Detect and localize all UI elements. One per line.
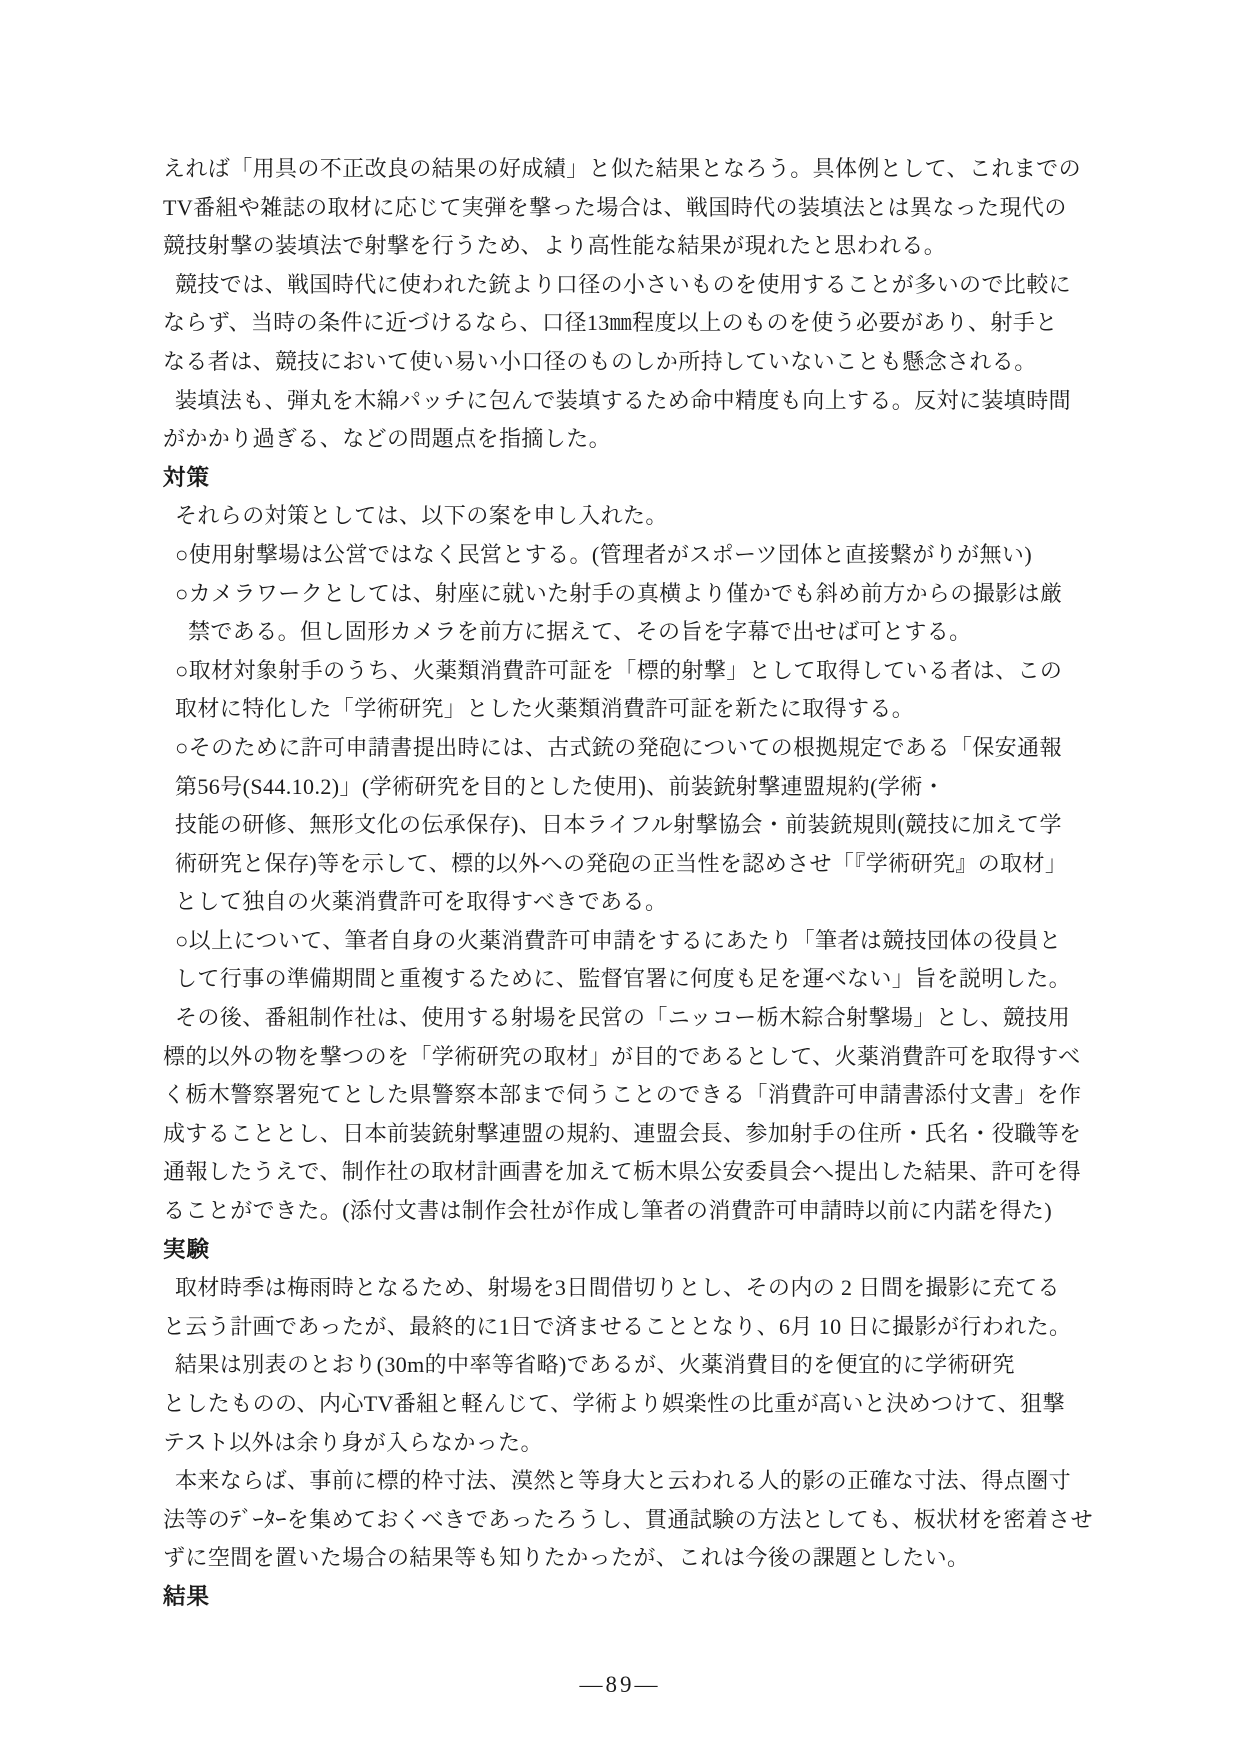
text-line: 対策 bbox=[163, 464, 211, 490]
text-line: 術研究と保存)等を示して、標的以外への発砲の正当性を認めさせ「『学術研究』の取材」 bbox=[175, 850, 1068, 876]
text-line: 本来ならば、事前に標的枠寸法、漠然と等身大と云われる人的影の正確な寸法、得点圏寸 bbox=[175, 1468, 1072, 1494]
document-body bbox=[163, 150, 1103, 1617]
text-line: 技能の研修、無形文化の伝承保存)、日本ライフル射撃協会・前装銃規則(競技に加えて学 bbox=[175, 812, 1062, 838]
text-line: 禁である。但し固形カメラを前方に据えて、その旨を字幕で出せば可とする。 bbox=[188, 619, 972, 645]
text-line: 取材に特化した「学術研究」とした火薬類消費許可証を新たに取得する。 bbox=[175, 696, 915, 722]
text-line: 結果は別表のとおり(30m的中率等省略)であるが、火薬消費目的を便宜的に学術研究 bbox=[175, 1352, 1015, 1378]
text-line: ○そのために許可申請書提出時には、古式銃の発砲についての根拠規定である「保安通報 bbox=[175, 734, 1062, 760]
text-line: 実験 bbox=[163, 1236, 211, 1262]
text-line: ることができた。(添付文書は制作会社が作成し筆者の消費許可申請時以前に内諾を得た) bbox=[163, 1198, 1053, 1224]
text-line: 結果 bbox=[163, 1583, 211, 1609]
page-number: ―89― bbox=[579, 1672, 661, 1697]
text-line: 第56号(S44.10.2)」(学術研究を目的とした使用)、前装銃射撃連盟規約(学術・ bbox=[175, 773, 946, 799]
text-line: 取材時季は梅雨時となるため、射場を3日間借切りとし、その内の 2 日間を撮影に充てる bbox=[175, 1275, 1060, 1301]
text-line: 競技射撃の装填法で射撃を行うため、より高性能な結果が現れたと思われる。 bbox=[163, 233, 947, 259]
text-line: ○使用射撃場は公営ではなく民営とする。(管理者がスポーツ団体と直接繋がりが無い) bbox=[175, 541, 1033, 567]
text-line: く栃木警察署宛てとした県警察本部まで伺うことのできる「消費許可申請書添付文書」を作 bbox=[163, 1082, 1082, 1108]
text-line: ○取材対象射手のうち、火薬類消費許可証を「標的射撃」として取得している者は、この bbox=[175, 657, 1063, 683]
text-line: 装填法も、弾丸を木綿パッチに包んで装填するため命中精度も向上する。反対に装填時間 bbox=[175, 387, 1072, 413]
text-line: して行事の準備期間と重複するために、監督官署に何度も足を運べない」旨を説明した。 bbox=[175, 966, 1072, 992]
text-line: 競技では、戦国時代に使われた銃より口径の小さいものを使用することが多いので比較に bbox=[175, 271, 1072, 297]
text-line: 通報したうえで、制作社の取材計画書を加えて栃木県公安委員会へ提出した結果、許可を得 bbox=[163, 1159, 1081, 1185]
text-line: テスト以外は余り身が入らなかった。 bbox=[163, 1429, 543, 1455]
text-line: その後、番組制作社は、使用する射場を民営の「ニッコー栃木綜合射撃場」とし、競技用 bbox=[175, 1005, 1071, 1031]
text-line: 成することとし、日本前装銃射撃連盟の規約、連盟会長、参加射手の住所・氏名・役職等を bbox=[163, 1120, 1082, 1146]
text-line: 法等のﾃﾞｰﾀｰを集めておくべきであったろうし、貫通試験の方法としても、板状材を密着させ bbox=[163, 1506, 1093, 1532]
text-line: として独自の火薬消費許可を取得すべきである。 bbox=[175, 889, 668, 915]
text-line: ずに空間を置いた場合の結果等も知りたかったが、これは今後の課題としたい。 bbox=[163, 1545, 970, 1571]
text-line: それらの対策としては、以下の案を申し入れた。 bbox=[175, 503, 668, 529]
text-line: ならず、当時の条件に近づけるなら、口径13㎜程度以上のものを使う必要があり、射手と bbox=[163, 310, 1058, 336]
text-line: 標的以外の物を撃つのを「学術研究の取材」が目的であるとして、火薬消費許可を取得すべ bbox=[163, 1043, 1081, 1069]
text-line: えれば「用具の不正改良の結果の好成績」と似た結果となろう。具体例として、これまでの bbox=[163, 156, 1081, 181]
text-line: がかかり過ぎる、などの問題点を指摘した。 bbox=[163, 426, 612, 452]
text-line: なる者は、競技において使い易い小口径のものしか所持していないことも懸念される。 bbox=[163, 348, 1037, 374]
text-line: と云う計画であったが、最終的に1日で済ませることとなり、6月 10 日に撮影が行われた。 bbox=[163, 1313, 1072, 1339]
text-line: ○以上について、筆者自身の火薬消費許可申請をするにあたり「筆者は競技団体の役員と bbox=[175, 927, 1062, 953]
text-line: TV番組や雑誌の取材に応じて実弾を撃った場合は、戦国時代の装填法とは異なった現代の bbox=[163, 194, 1067, 220]
text-line: ○カメラワークとしては、射座に就いた射手の真横より僅かでも斜め前方からの撮影は厳 bbox=[175, 580, 1063, 606]
text-line: としたものの、内心TV番組と軽んじて、学術より娯楽性の比重が高いと決めつけて、狙撃 bbox=[163, 1391, 1065, 1416]
